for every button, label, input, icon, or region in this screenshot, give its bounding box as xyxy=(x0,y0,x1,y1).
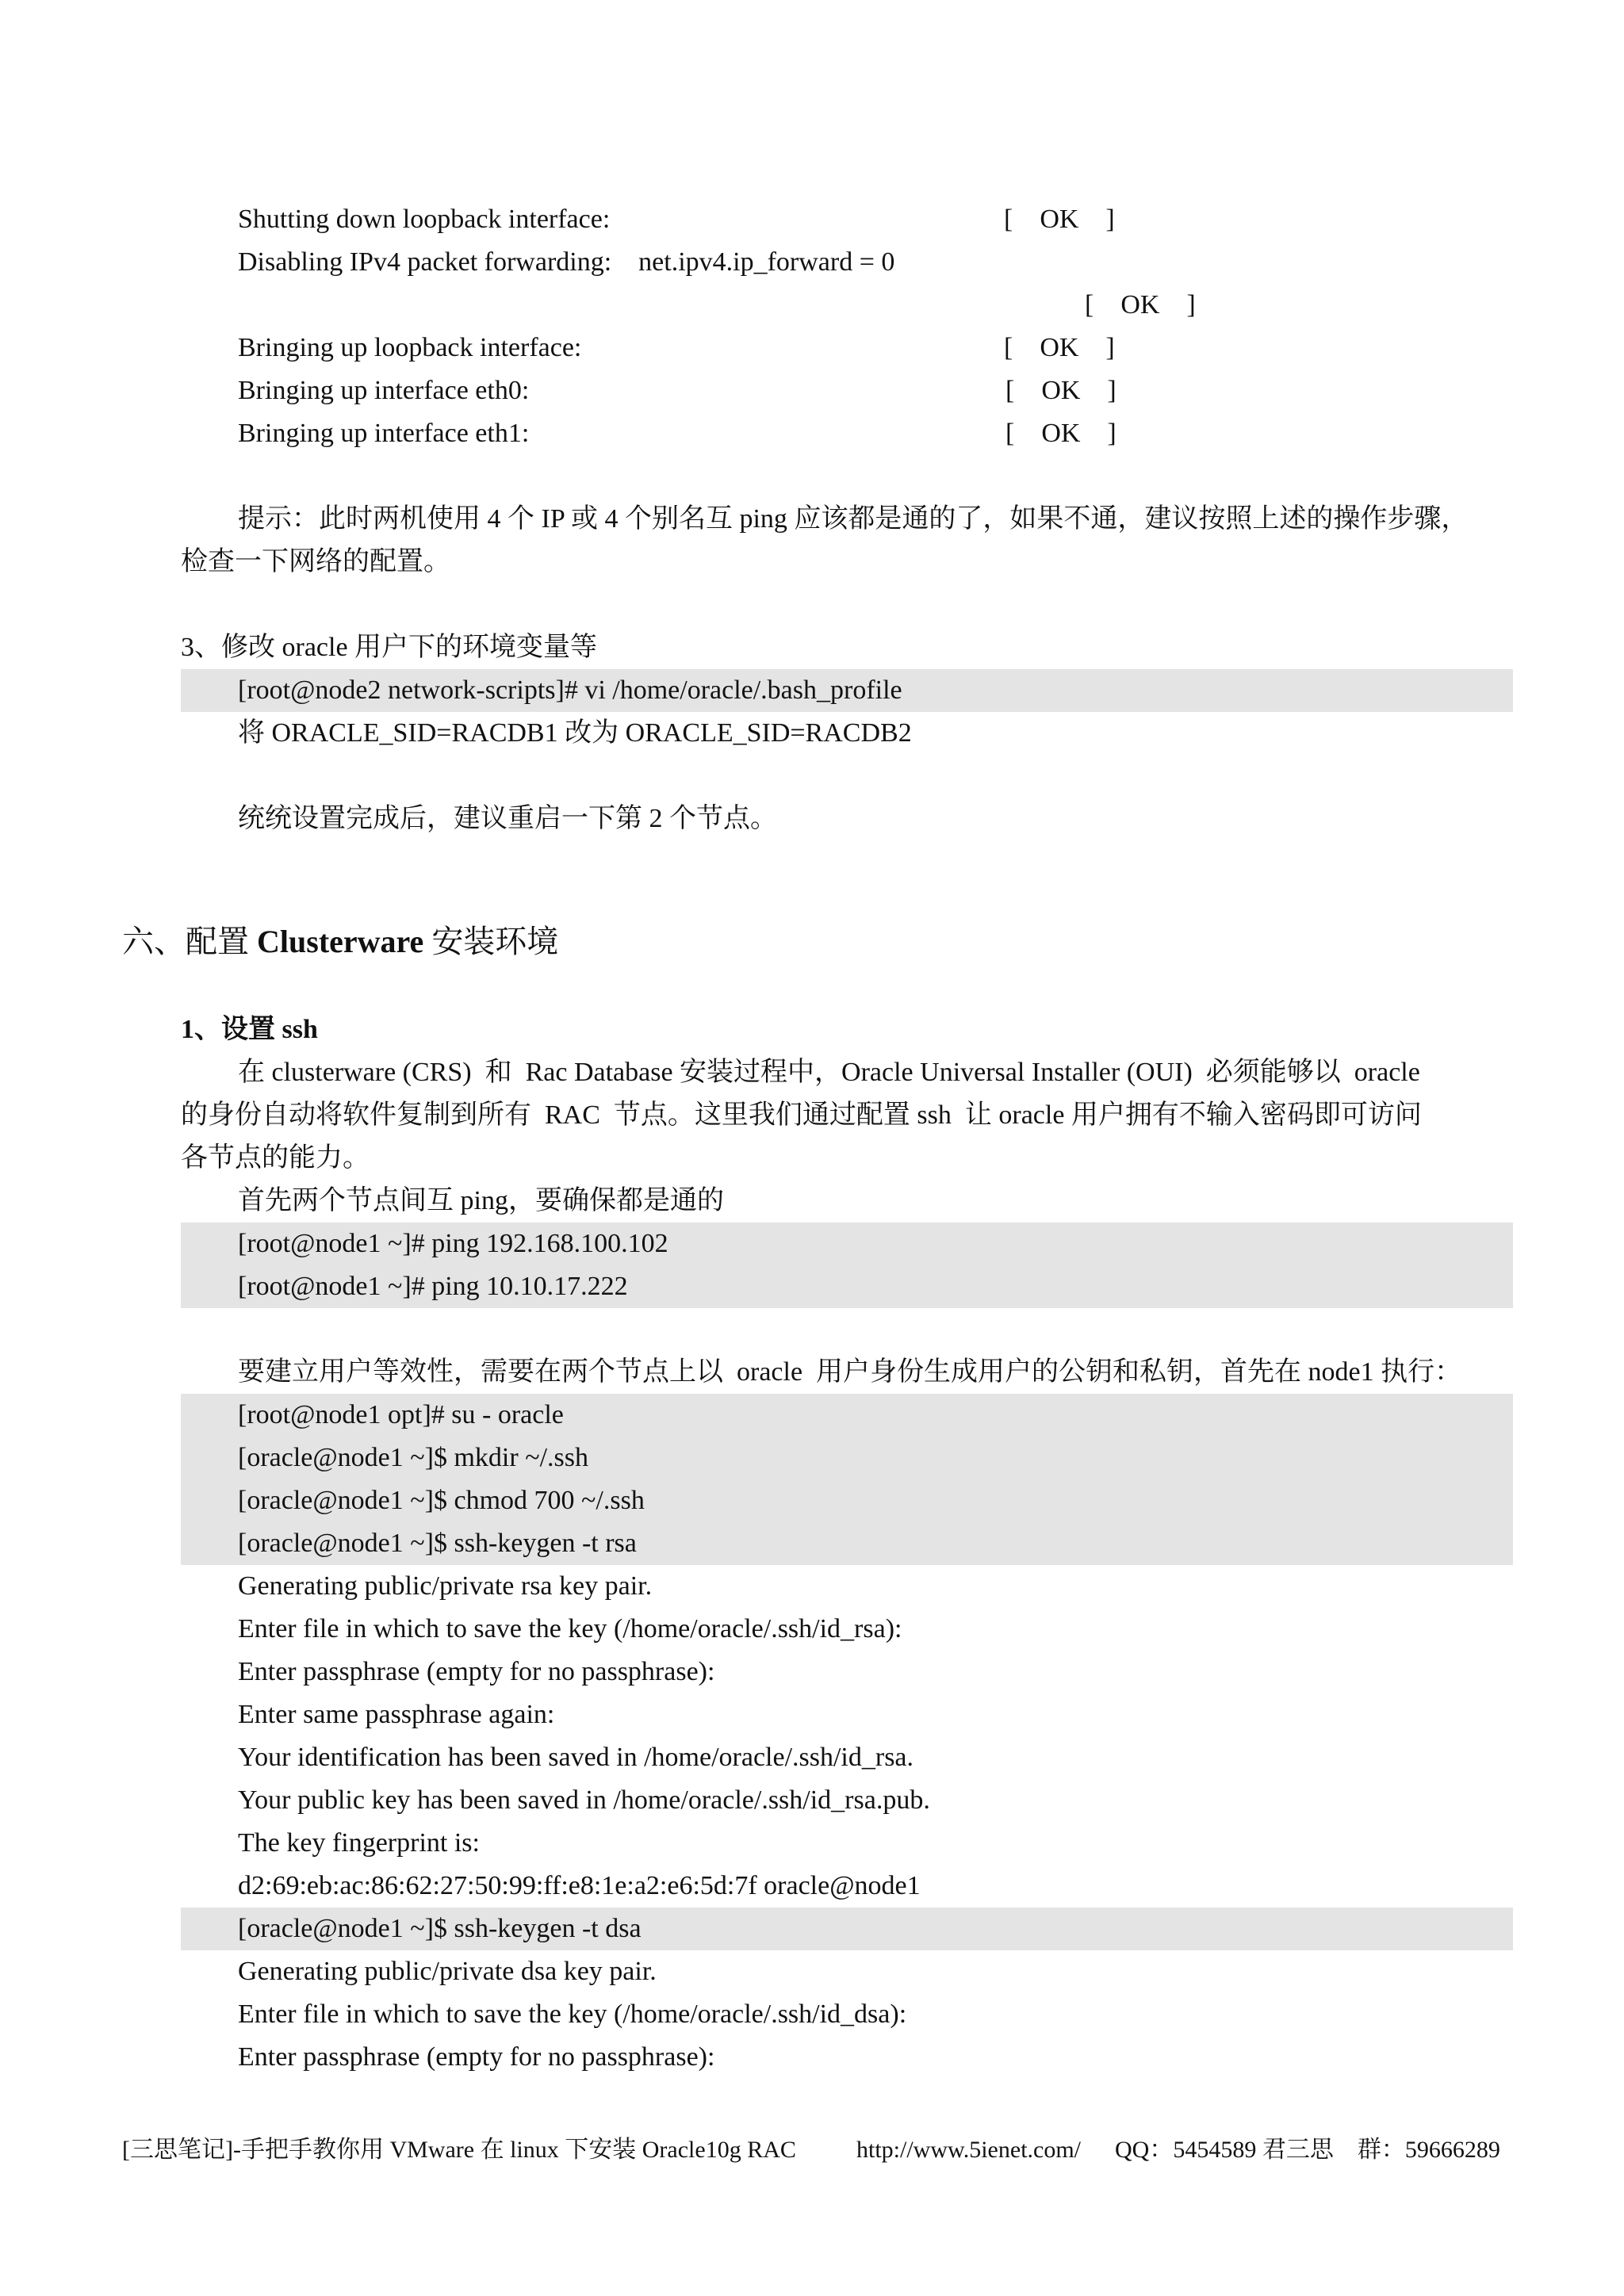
key-cmd-4: [oracle@node1 ~]$ ssh-keygen -t rsa xyxy=(238,1529,637,1558)
intro-line-3: 各节点的能力。 xyxy=(181,1143,370,1173)
footer-contact: QQ：5454589 君三思 群：59666289 xyxy=(1115,2137,1500,2163)
step3-change: 将 ORACLE_SID=RACDB1 改为 ORACLE_SID=RACDB2 xyxy=(238,718,912,748)
footer-url: http://www.5ienet.com/ xyxy=(856,2137,1082,2163)
dsa-output-1: Generating public/private dsa key pair. xyxy=(238,1957,657,1986)
shutdown-line-6-label: Bringing up interface eth1: xyxy=(238,419,530,448)
rsa-output-5: Your identification has been saved in /home/oracle/.ssh/id_rsa. xyxy=(238,1743,914,1772)
tip-line-2: 检查一下网络的配置。 xyxy=(181,547,450,576)
dsa-cmd: [oracle@node1 ~]$ ssh-keygen -t dsa xyxy=(238,1914,642,1943)
intro-line-2: 的身份自动将软件复制到所有 RAC 节点。这里我们通过配置 ssh 让 oracle 用户拥有不输入密码即可访问 xyxy=(181,1100,1422,1130)
dsa-output-2: Enter file in which to save the key (/home/oracle/.ssh/id_dsa): xyxy=(238,1999,907,2029)
rsa-output-7: The key fingerprint is: xyxy=(238,1828,480,1858)
shutdown-line-5-label: Bringing up interface eth0: xyxy=(238,376,530,405)
shutdown-line-2-label: Disabling IPv4 packet forwarding: net.ipv4.ip_forward = 0 xyxy=(238,247,895,277)
ping-cmd-2: [root@node1 ~]# ping 10.10.17.222 xyxy=(238,1272,628,1301)
shutdown-line-3-status: [ OK ] xyxy=(1085,290,1196,320)
shutdown-line-4-status: [ OK ] xyxy=(1004,333,1115,362)
rsa-output-4: Enter same passphrase again: xyxy=(238,1700,555,1729)
shutdown-line-1-label: Shutting down loopback interface: xyxy=(238,205,611,234)
intro-line-1: 在 clusterware (CRS) 和 Rac Database 安装过程中，Oracle Universal Installer (OUI) 必须能够以 oracle xyxy=(238,1058,1420,1087)
key-cmd-2: [oracle@node1 ~]$ mkdir ~/.ssh xyxy=(238,1443,588,1472)
ping-cmd-1: [root@node1 ~]# ping 192.168.100.102 xyxy=(238,1229,668,1258)
rsa-output-3: Enter passphrase (empty for no passphrase): xyxy=(238,1657,715,1686)
footer-title: [三思笔记]-手把手教你用 VMware 在 linux 下安装 Oracle10g RAC xyxy=(122,2137,796,2163)
dsa-output-3: Enter passphrase (empty for no passphrase): xyxy=(238,2042,715,2072)
shutdown-line-5-status: [ OK ] xyxy=(1005,376,1116,405)
shutdown-line-6-status: [ OK ] xyxy=(1005,419,1116,448)
step3-title: 3、修改 oracle 用户下的环境变量等 xyxy=(181,633,598,662)
rsa-output-6: Your public key has been saved in /home/oracle/.ssh/id_rsa.pub. xyxy=(238,1785,930,1815)
key-cmd-1: [root@node1 opt]# su - oracle xyxy=(238,1400,564,1429)
shutdown-line-4-label: Bringing up loopback interface: xyxy=(238,333,582,362)
step3-restart-note: 统统设置完成后，建议重启一下第 2 个节点。 xyxy=(238,804,777,833)
section-6-heading: 六、配置 Clusterware 安装环境 xyxy=(122,924,559,959)
rsa-output-1: Generating public/private rsa key pair. xyxy=(238,1571,653,1601)
step3-command: [root@node2 network-scripts]# vi /home/oracle/.bash_profile xyxy=(238,675,902,705)
rsa-output-2: Enter file in which to save the key (/home/oracle/.ssh/id_rsa): xyxy=(238,1614,902,1644)
intro-line-4: 首先两个节点间互 ping，要确保都是通的 xyxy=(238,1186,724,1215)
subsection-1-heading: 1、设置 ssh xyxy=(181,1015,318,1044)
rsa-output-8: d2:69:eb:ac:86:62:27:50:99:ff:e8:1e:a2:e6:5d:7f oracle@node1 xyxy=(238,1871,921,1900)
keys-intro: 要建立用户等效性，需要在两个节点上以 oracle 用户身份生成用户的公钥和私钥，首先在 node1 执行： xyxy=(238,1357,1462,1387)
shutdown-line-1-status: [ OK ] xyxy=(1004,205,1115,234)
tip-line-1: 提示：此时两机使用 4 个 IP 或 4 个别名互 ping 应该都是通的了，如果不通，建议按照上述的操作步骤， xyxy=(238,504,1469,534)
key-cmd-3: [oracle@node1 ~]$ chmod 700 ~/.ssh xyxy=(238,1486,645,1515)
